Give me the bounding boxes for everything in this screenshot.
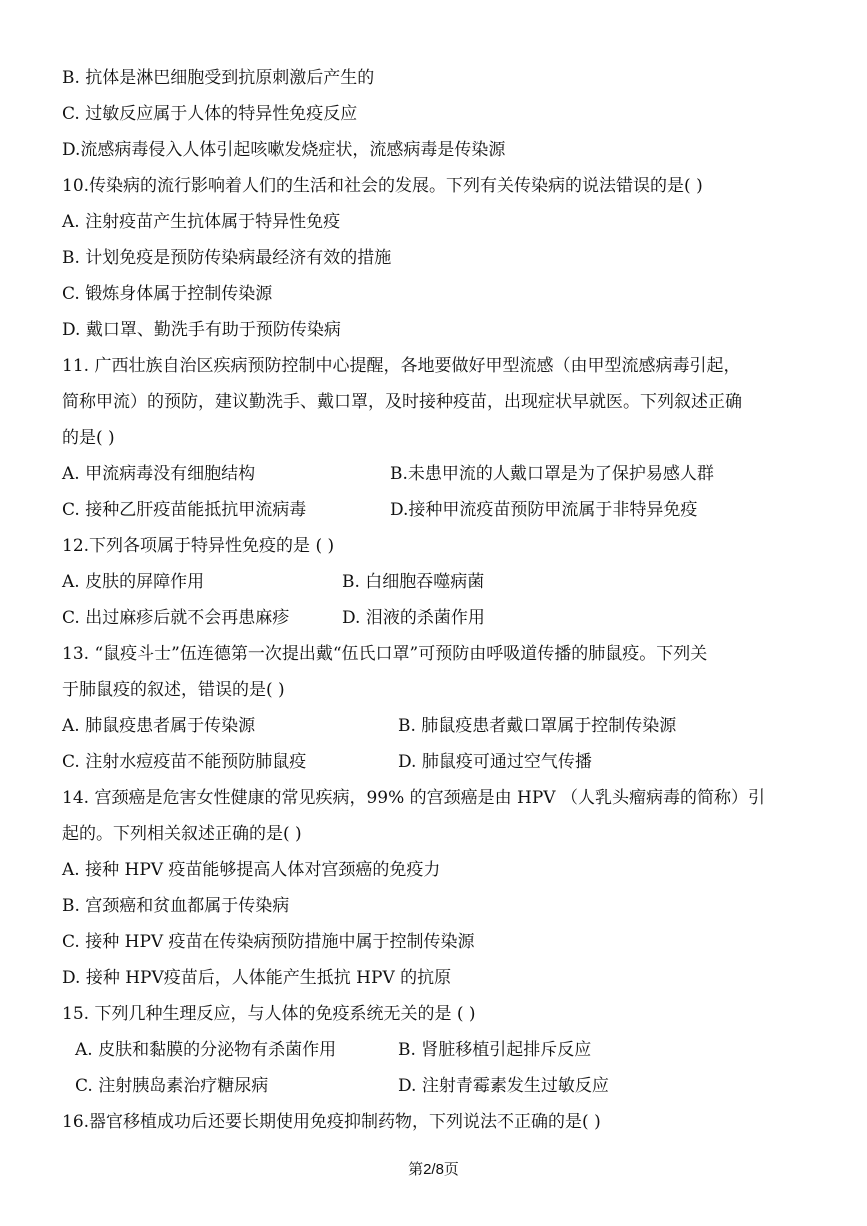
q10-option-c: C. 锻炼身体属于控制传染源 <box>62 284 273 304</box>
q16-stem: 16.器官移植成功后还要长期使用免疫抑制药物，下列说法不正确的是( ) <box>62 1112 601 1132</box>
q11-option-a: A. 甲流病毒没有细胞结构 <box>62 464 256 484</box>
q11-stem-line-2: 简称甲流）的预防，建议勤洗手、戴口罩，及时接种疫苗，出现症状早就医。下列叙述正确 <box>62 392 742 412</box>
q10-option-b: B. 计划免疫是预防传染病最经济有效的措施 <box>62 248 392 268</box>
page-number: 第2/8页 <box>408 1161 459 1178</box>
q12-stem: 12.下列各项属于特异性免疫的是 ( ) <box>62 536 335 556</box>
q12-option-b: B. 白细胞吞噬病菌 <box>342 572 485 592</box>
q9-option-b: B. 抗体是淋巴细胞受到抗原刺激后产生的 <box>62 68 375 88</box>
q12-options-row-1 <box>62 570 827 594</box>
q13-option-a: A. 肺鼠疫患者属于传染源 <box>62 716 256 736</box>
q12-option-d: D. 泪液的杀菌作用 <box>342 608 485 628</box>
q13-options-row-1 <box>62 714 827 738</box>
q11-options-row-1 <box>62 462 827 486</box>
q9-option-c: C. 过敏反应属于人体的特异性免疫反应 <box>62 104 358 124</box>
q11-stem-line-3: 的是( ) <box>62 428 115 448</box>
q15-option-d: D. 注射青霉素发生过敏反应 <box>398 1076 609 1096</box>
q12-option-c: C. 出过麻疹后就不会再患麻疹 <box>62 608 290 628</box>
q11-option-d: D.接种甲流疫苗预防甲流属于非特异免疫 <box>390 500 698 520</box>
q15-option-a: A. 皮肤和黏膜的分泌物有杀菌作用 <box>75 1040 337 1060</box>
q9-option-d: D.流感病毒侵入人体引起咳嗽发烧症状，流感病毒是传染源 <box>62 140 506 160</box>
q10-option-d: D. 戴口罩、勤洗手有助于预防传染病 <box>62 320 341 340</box>
q13-option-d: D. 肺鼠疫可通过空气传播 <box>398 752 592 772</box>
q13-options-row-2 <box>62 750 827 774</box>
q13-option-b: B. 肺鼠疫患者戴口罩属于控制传染源 <box>398 716 677 736</box>
q14-stem-line-2: 起的。下列相关叙述正确的是( ) <box>62 824 302 844</box>
q10-option-a: A. 注射疫苗产生抗体属于特异性免疫 <box>62 212 341 232</box>
q15-stem: 15. 下列几种生理反应，与人体的免疫系统无关的是 ( ) <box>62 1004 476 1024</box>
q11-options-row-2 <box>62 498 827 522</box>
q13-stem-line-2: 于肺鼠疫的叙述，错误的是( ) <box>62 680 285 700</box>
q14-option-d: D. 接种 HPV疫苗后，人体能产生抵抗 HPV 的抗原 <box>62 968 452 988</box>
q14-option-c: C. 接种 HPV 疫苗在传染病预防措施中属于控制传染源 <box>62 932 475 952</box>
q11-option-b: B.未患甲流的人戴口罩是为了保护易感人群 <box>390 464 714 484</box>
q11-option-c: C. 接种乙肝疫苗能抵抗甲流病毒 <box>62 500 307 520</box>
q15-option-c: C. 注射胰岛素治疗糖尿病 <box>75 1076 269 1096</box>
q14-option-a: A. 接种 HPV 疫苗能够提高人体对宫颈癌的免疫力 <box>62 860 441 880</box>
q15-options-row-1 <box>75 1038 827 1062</box>
q10-stem: 10.传染病的流行影响着人们的生活和社会的发展。下列有关传染病的说法错误的是( ) <box>62 176 703 196</box>
q11-stem-line-1: 11. 广西壮族自治区疾病预防控制中心提醒，各地要做好甲型流感（由甲型流感病毒引起， <box>62 356 741 376</box>
q13-option-c: C. 注射水痘疫苗不能预防肺鼠疫 <box>62 752 307 772</box>
q14-option-b: B. 宫颈癌和贫血都属于传染病 <box>62 896 290 916</box>
q12-option-a: A. 皮肤的屏障作用 <box>62 572 205 592</box>
q12-options-row-2 <box>62 606 827 630</box>
q15-options-row-2 <box>75 1074 827 1098</box>
q13-stem-line-1: 13. “鼠疫斗士”伍连德第一次提出戴“伍氏口罩”可预防由呼吸道传播的肺鼠疫。下列关 <box>62 644 708 664</box>
q15-option-b: B. 肾脏移植引起排斥反应 <box>398 1040 592 1060</box>
q14-stem-line-1: 14. 宫颈癌是危害女性健康的常见疾病，99% 的宫颈癌是由 HPV （人乳头瘤病毒的简称）引 <box>62 788 765 808</box>
